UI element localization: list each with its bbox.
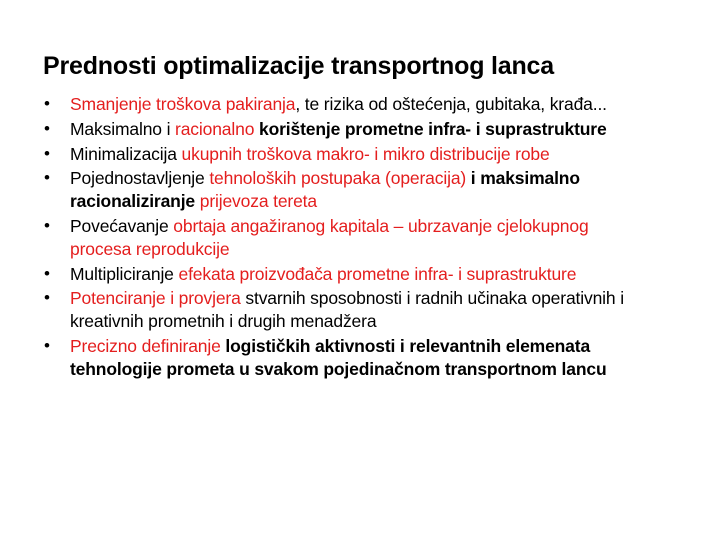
bullet-text-segment: i maksimalno racionaliziranje [70, 168, 580, 212]
bullet-dot-icon: • [44, 168, 50, 188]
bullet-text-segment: Potenciranje i provjera [70, 288, 241, 309]
bullet-item [0, 118, 650, 141]
bullet-dot-icon: • [44, 118, 50, 138]
bullet-text-segment: logističkih aktivnosti i relevantnih elemenata tehnologije prometa u svakom pojedinačnom transportnom lancu [70, 335, 607, 379]
bullet-dot-icon: • [44, 143, 50, 163]
bullet-text-segment: Pojednostavljenje [70, 168, 210, 189]
bullet-text-segment: Maksimalno i [70, 118, 176, 139]
bullet-text-segment: stvarnih sposobnosti i radnih učinaka operativnih i kreativnih prometnih i drugih menadžera [70, 288, 624, 332]
bullet-list [0, 93, 720, 383]
bullet-dot-icon: • [44, 215, 50, 235]
bullet-text-segment: obrtaja angažiranog kapitala – ubrzavanje cjelokupnog procesa reprodukcije [70, 215, 589, 259]
bullet-text-segment: Smanjenje troškova pakiranja [70, 94, 296, 114]
bullet-item [0, 263, 650, 286]
bullet-text-segment: efekata proizvođača prometne infra- i suprastrukture [178, 263, 577, 284]
bullet-text-segment: , te rizika od oštećenja, gubitaka, krađa... [295, 94, 607, 114]
bullet-item [0, 167, 650, 213]
bullet-text-segment: racionalno [175, 118, 259, 139]
bullet-text-segment: korištenje prometne infra- i suprastrukture [259, 118, 607, 139]
bullet-text-segment: Minimalizacija [70, 143, 182, 164]
bullet-dot-icon: • [44, 94, 50, 113]
bullet-item [0, 143, 650, 166]
bullet-dot-icon: • [44, 335, 50, 355]
bullet-item [0, 93, 650, 116]
bullet-text-segment: Multipliciranje [70, 263, 179, 284]
bullet-text-segment: tehnoloških postupaka (operacija) [209, 168, 467, 189]
bullet-text-segment: Precizno definiranje [70, 335, 226, 356]
bullet-text-segment: Povećavanje [70, 215, 174, 236]
bullet-dot-icon: • [44, 263, 50, 283]
bullet-item [0, 335, 650, 381]
bullet-text-segment: ukupnih troškova makro- i mikro distribucije robe [181, 143, 550, 164]
bullet-item [0, 287, 650, 333]
bullet-item [0, 215, 650, 261]
bullet-text-segment: prijevoza tereta [199, 191, 317, 212]
bullet-dot-icon: • [44, 288, 50, 308]
slide-title: Prednosti optimalizacije transportnog lanca [43, 52, 554, 80]
